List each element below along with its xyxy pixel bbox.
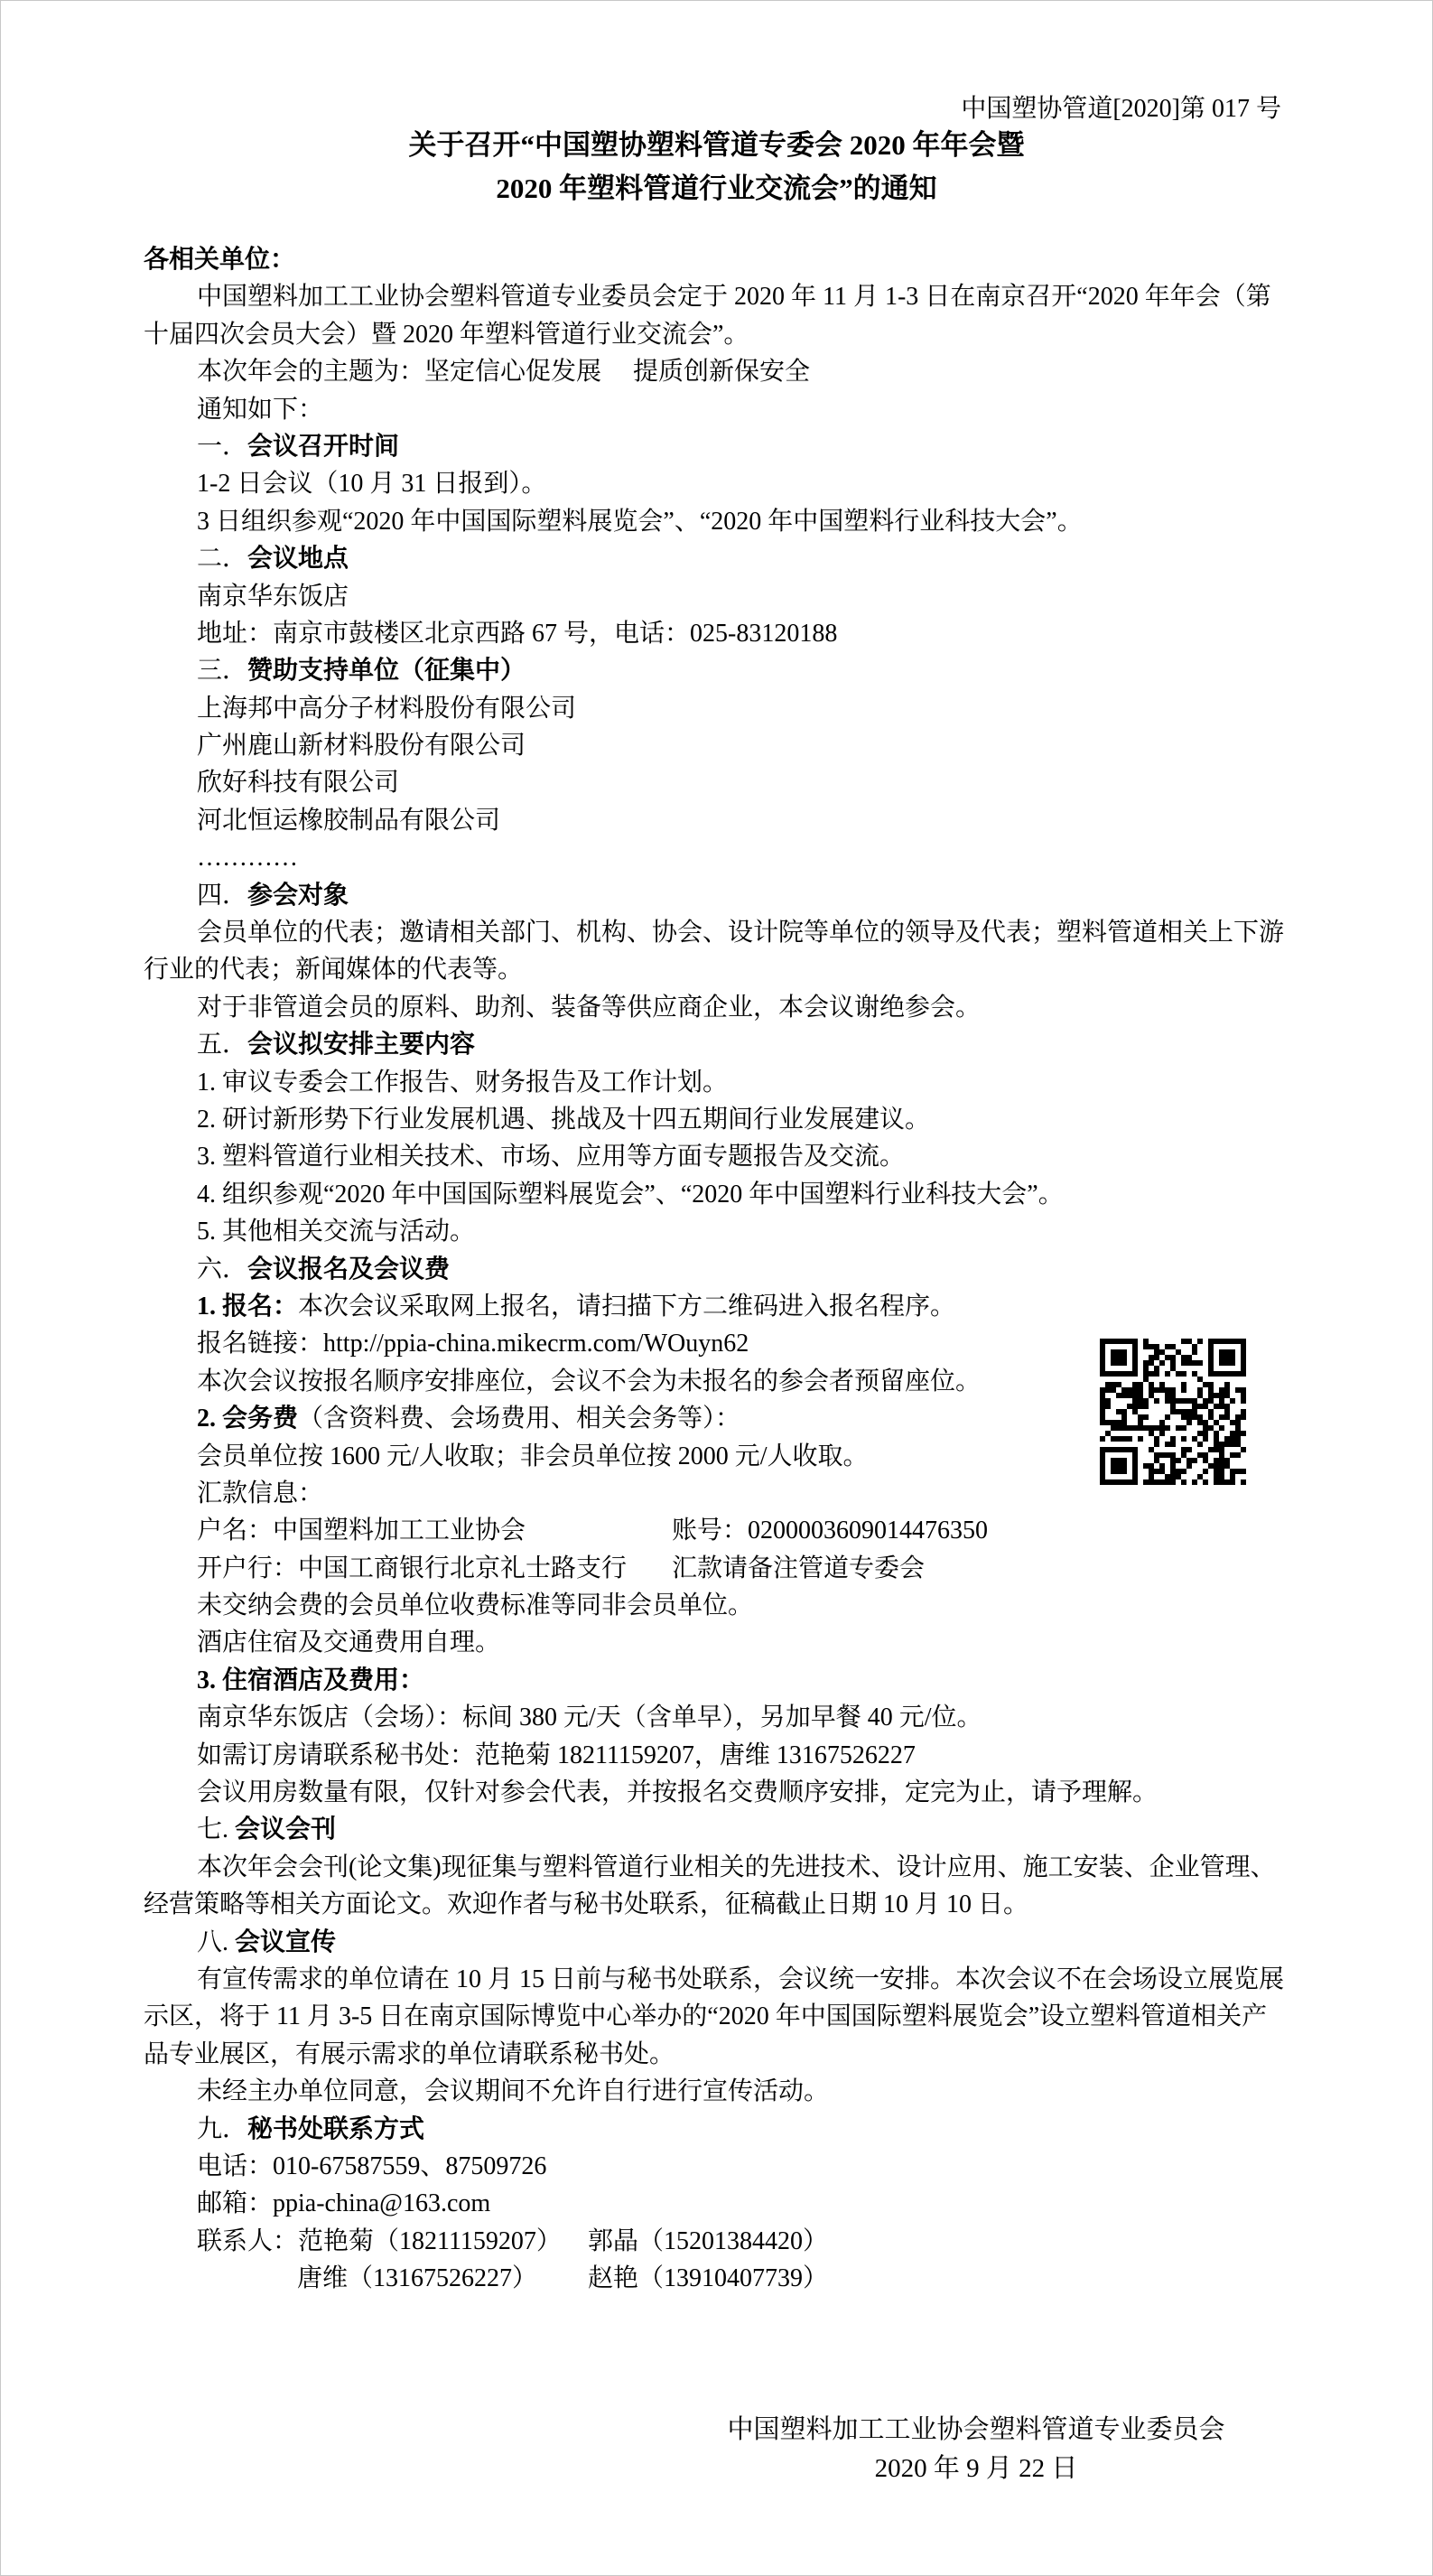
text-segment: 五．	[197, 1031, 248, 1059]
section-heading	[144, 1924, 1432, 1961]
text-segment: 2. 会务费	[197, 1405, 299, 1433]
document-title	[1, 124, 1432, 210]
text-line	[144, 241, 1432, 278]
text-segment: 未经主办单位同意，会议期间不允许自行进行宣传活动。	[197, 2077, 830, 2106]
text-line	[144, 1624, 1432, 1661]
text-segment: 示区，将于 11 月 3-5 日在南京国际博览中心举办的“2020 年中国国际塑料展览会”设立塑料管道相关产	[144, 2002, 1268, 2031]
text-segment: 会议宣传	[235, 1927, 337, 1956]
text-segment: 广州鹿山新材料股份有限公司	[197, 732, 526, 761]
document-title-line-2: 2020 年塑料管道行业交流会”的通知	[496, 173, 937, 204]
text-line	[144, 1737, 1432, 1774]
text-segment: 联系人：范艳菊（18211159207）	[197, 2226, 562, 2255]
text-line	[144, 391, 1432, 428]
text-line	[144, 578, 1432, 615]
text-segment: 会议召开时间	[247, 432, 400, 461]
text-segment: 地址：南京市鼓楼区北京西路 67 号，电话：025-83120188	[197, 619, 838, 648]
text-line	[144, 2036, 1432, 2073]
text-line	[144, 316, 1432, 353]
text-segment: 开户行：中国工商银行北京礼士路支行	[197, 1554, 628, 1582]
signature-organization: 中国塑料加工工业协会塑料管道专业委员会	[727, 2415, 1225, 2444]
text-segment: 二．	[197, 545, 248, 574]
text-segment: 3. 塑料管道行业相关技术、市场、应用等方面专题报告及交流。	[197, 1143, 906, 1171]
text-line	[144, 278, 1432, 315]
section-heading	[144, 1026, 1432, 1063]
text-segment: 南京华东饭店	[197, 582, 349, 611]
section-heading	[144, 428, 1432, 465]
text-line	[144, 989, 1432, 1026]
text-line	[144, 1998, 1432, 2035]
text-line	[144, 802, 1432, 839]
text-line-col2: 账号：0200003609014476350	[672, 1517, 989, 1545]
text-line	[144, 2185, 1432, 2222]
text-segment: 汇款信息：	[197, 1479, 324, 1507]
text-segment: 有宣传需求的单位请在 10 月 15 日前与秘书处联系，会议统一安排。本次会议不在会场设立展览展	[197, 1965, 1285, 1993]
text-segment: 南京华东饭店（会场）：标间 380 元/天（含单早），另加早餐 40 元/位。	[197, 1703, 982, 1732]
text-segment: 七.	[197, 1815, 236, 1844]
section-heading	[144, 877, 1432, 914]
text-segment: 九．	[197, 2114, 248, 2143]
text-line	[144, 1886, 1432, 1923]
text-line	[144, 1550, 1432, 1587]
text-segment: 经营策略等相关方面论文。欢迎作者与秘书处联系，征稿截止日期 10 月 10 日。	[144, 1890, 1029, 1919]
text-line	[144, 1849, 1432, 1886]
text-segment: 本次会议按报名顺序安排座位，会议不会为未报名的参会者预留座位。	[197, 1367, 982, 1395]
text-line	[144, 2223, 1432, 2260]
text-segment: 八.	[197, 1927, 236, 1956]
text-line	[144, 727, 1432, 764]
text-segment: 1. 审议专委会工作报告、财务报告及工作计划。	[197, 1068, 729, 1097]
text-segment: 4. 组织参观“2020 年中国国际塑料展览会”、“2020 年中国塑料行业科技大会”。	[197, 1180, 1064, 1209]
text-segment: 行业的代表；新闻媒体的代表等。	[144, 956, 524, 985]
text-segment: 本次会议采取网上报名，请扫描下方二维码进入报名程序。	[298, 1292, 956, 1321]
text-line	[144, 1699, 1432, 1736]
section-heading	[144, 2111, 1432, 2148]
text-segment: 赞助支持单位（征集中）	[247, 657, 526, 686]
text-segment: 本次年会会刊(论文集)现征集与塑料管道行业相关的先进技术、设计应用、施工安装、企业管理、	[197, 1853, 1276, 1881]
text-segment: 会员单位按 1600 元/人收取；非会员单位按 2000 元/人收取。	[197, 1442, 869, 1470]
text-segment: 欣好科技有限公司	[197, 769, 400, 798]
text-segment: 酒店住宿及交通费用自理。	[197, 1629, 501, 1657]
text-line	[144, 764, 1432, 801]
text-segment: 通知如下：	[197, 395, 324, 424]
text-segment: 河北恒运橡胶制品有限公司	[197, 806, 501, 835]
text-segment: 对于非管道会员的原料、助剂、装备等供应商企业，本会议谢绝参会。	[197, 993, 982, 1022]
section-heading	[144, 1662, 1432, 1699]
text-segment: 参会对象	[247, 881, 349, 910]
text-segment: 品专业展区，有展示需求的单位请联系秘书处。	[144, 2039, 675, 2068]
text-line	[144, 615, 1432, 652]
registration-url: http://ppia-china.mikecrm.com/WOuyn62	[323, 1330, 749, 1358]
text-segment: 5. 其他相关交流与活动。	[197, 1218, 476, 1246]
text-line	[144, 1138, 1432, 1175]
text-segment: 唐维（13167526227）	[297, 2264, 538, 2293]
text-segment: 未交纳会费的会员单位收费标准等同非会员单位。	[197, 1591, 754, 1620]
text-line	[144, 1512, 1432, 1549]
text-segment: 四．	[197, 881, 248, 910]
text-segment: 会员单位的代表；邀请相关部门、机构、协会、设计院等单位的领导及代表；塑料管道相关上下游	[197, 919, 1285, 947]
text-line	[144, 1774, 1432, 1811]
section-heading	[144, 1251, 1432, 1288]
text-segment: 2. 研讨新形势下行业发展机遇、挑战及十四五期间行业发展建议。	[197, 1105, 931, 1134]
text-segment: 三．	[197, 657, 248, 686]
body-lines	[1, 241, 1432, 2297]
text-line	[144, 1961, 1432, 1998]
text-line	[144, 503, 1432, 540]
registration-qr-code	[1100, 1339, 1246, 1485]
section-heading	[144, 1811, 1432, 1848]
text-line	[144, 1213, 1432, 1250]
text-segment: 电话：010-67587559、87509726	[197, 2151, 547, 2180]
text-segment: 会议用房数量有限，仅针对参会代表，并按报名交费顺序安排，定完为止，请予理解。	[197, 1778, 1158, 1807]
text-segment: 报名链接：	[197, 1330, 324, 1358]
text-line-col2: 赵艳（13910407739）	[588, 2264, 829, 2293]
signature-date: 2020 年 9 月 22 日	[874, 2454, 1078, 2483]
text-segment: 秘书处联系方式	[247, 2114, 425, 2143]
text-line	[144, 1176, 1432, 1213]
email-address: ppia-china@163.com	[273, 2189, 491, 2218]
section-heading	[144, 652, 1432, 689]
text-segment: 户名：中国塑料加工工业协会	[197, 1517, 526, 1545]
text-segment: 六．	[197, 1255, 248, 1283]
text-segment: 邮箱：	[197, 2189, 274, 2218]
text-segment: 十届四次会员大会）暨 2020 年塑料管道行业交流会”。	[144, 320, 749, 349]
text-line	[144, 1587, 1432, 1624]
text-line	[144, 951, 1432, 988]
text-segment: 会议拟安排主要内容	[247, 1031, 476, 1059]
text-line	[144, 465, 1432, 502]
document-title-line-1: 关于召开“中国塑协塑料管道专委会 2020 年年会暨	[408, 129, 1025, 161]
text-line	[144, 2148, 1432, 2185]
text-line	[144, 1064, 1432, 1101]
text-segment: 上海邦中高分子材料股份有限公司	[197, 694, 577, 723]
section-heading	[144, 540, 1432, 577]
text-line	[144, 914, 1432, 951]
text-segment: 1-2 日会议（10 月 31 日报到）。	[197, 470, 547, 499]
text-line-col2: 郭晶（15201384420）	[588, 2226, 829, 2255]
text-segment: …………	[197, 844, 298, 873]
text-segment: 一．	[197, 432, 248, 461]
text-line	[144, 353, 1432, 390]
text-segment: （含资料费、会场费用、相关会务等）：	[298, 1405, 741, 1433]
text-line	[144, 839, 1432, 876]
document-number: 中国塑协管道[2020]第 017 号	[961, 95, 1281, 123]
text-segment: 中国塑料加工工业协会塑料管道专业委员会定于 2020 年 11 月 1-3 日在南京召开“2020 年年会（第	[197, 283, 1271, 312]
text-line	[144, 1288, 1432, 1325]
text-line-col2: 汇款请备注管道专委会	[672, 1554, 926, 1582]
text-line	[144, 2073, 1432, 2110]
text-segment: 3 日组织参观“2020 年中国国际塑料展览会”、“2020 年中国塑料行业科技大会”。	[197, 507, 1083, 536]
text-segment: 会议会刊	[235, 1815, 337, 1844]
text-line	[144, 690, 1432, 727]
text-segment: 3. 住宿酒店及费用：	[197, 1666, 425, 1694]
text-segment: 会议报名及会议费	[247, 1255, 451, 1283]
text-segment: 如需订房请联系秘书处：范艳菊 18211159207，唐维 13167526227	[197, 1741, 916, 1769]
text-segment: 各相关单位：	[144, 246, 296, 274]
text-segment: 1. 报名：	[197, 1292, 299, 1321]
signature-block	[723, 2411, 1229, 2488]
text-segment: 会议地点	[247, 545, 349, 574]
text-segment: 本次年会的主题为：坚定信心促发展 提质创新保安全	[197, 358, 811, 387]
text-line	[144, 1101, 1432, 1138]
text-line	[144, 2260, 1432, 2297]
